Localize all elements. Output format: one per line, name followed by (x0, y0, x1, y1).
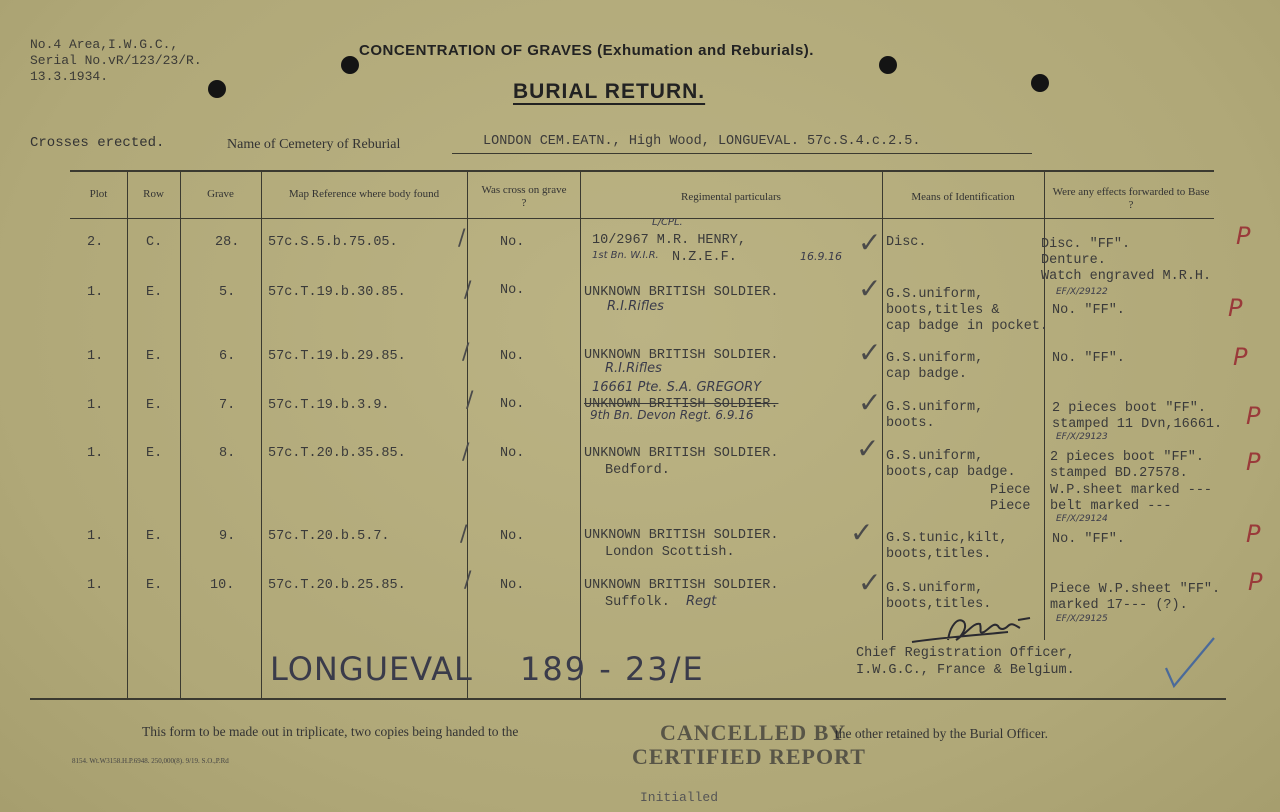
form-instruction-end: the other retained by the Burial Officer. (835, 726, 1049, 741)
map-ref-cell: 57c.T.20.b.35.85. (268, 446, 406, 461)
means-line: G.S.uniform, (886, 581, 984, 596)
document-heading: CONCENTRATION OF GRAVES (Exhumation and Reburials). (359, 42, 814, 59)
row-cell: E. (146, 398, 163, 413)
means-line: boots,cap badge. (886, 465, 1016, 480)
crosses-label: Crosses erected. (30, 135, 165, 151)
initialled-stamp: Initialled (640, 790, 719, 805)
means-line: Piece (990, 499, 1031, 514)
col-header-regimental: Regimental particulars (681, 191, 781, 203)
check-mark: ✓ (858, 386, 882, 419)
handwritten-note: R.I.Rifles (605, 361, 662, 376)
plot-cell: 1. (87, 529, 104, 544)
punch-hole (208, 80, 226, 98)
check-mark: ✓ (858, 566, 882, 599)
table-top-rule (70, 170, 1214, 172)
regimental-line-struck: UNKNOWN BRITISH SOLDIER. (584, 397, 779, 412)
handwritten-note: 16661 Pte. S.A. GREGORY (592, 380, 762, 395)
table-header-rule (70, 218, 1214, 219)
effects-line: stamped BD.27578. (1050, 466, 1188, 481)
grave-cell: 7. (219, 398, 236, 413)
cemetery-name-label: Name of Cemetery of Reburial (227, 137, 401, 152)
cross-cell: No. (500, 349, 525, 364)
means-line: boots,titles. (886, 597, 992, 612)
effects-line: Disc. "FF". (1041, 237, 1131, 252)
effects-line: W.P.sheet marked --- (1050, 483, 1213, 498)
handwritten-note: L/CPL. (652, 217, 683, 228)
cross-cell: No. (500, 578, 525, 593)
check-mark: ✓ (850, 516, 874, 549)
area-line: No.4 Area,I.W.G.C., (30, 37, 179, 52)
certified-report-stamp: CERTIFIED REPORT (632, 744, 866, 769)
map-ref-cell: 57c.T.19.b.3.9. (268, 398, 390, 413)
means-line: boots,titles. (886, 547, 992, 562)
plot-cell: 1. (87, 446, 104, 461)
regimental-line: N.Z.E.F. (672, 250, 737, 265)
handwritten-place: LONGUEVAL (270, 650, 473, 688)
punch-hole (1031, 74, 1049, 92)
red-mark: P (1246, 448, 1261, 476)
plot-cell: 1. (87, 349, 104, 364)
check-mark: / (464, 568, 472, 593)
col-header-grave: Grave (207, 188, 234, 200)
check-mark: / (460, 522, 468, 547)
map-ref-cell: 57c.T.20.b.25.85. (268, 578, 406, 593)
check-mark: / (464, 278, 472, 303)
cross-cell: No. (500, 283, 525, 298)
red-mark: P (1246, 402, 1261, 430)
cemetery-name-value: LONDON CEM.EATN., High Wood, LONGUEVAL. 57c.S.4.c.2.5. (483, 134, 921, 149)
effects-line: No. "FF". (1052, 351, 1125, 366)
plot-cell: 1. (87, 398, 104, 413)
means-line: Piece (990, 483, 1031, 498)
map-ref-cell: 57c.S.5.b.75.05. (268, 235, 398, 250)
means-line: boots. (886, 416, 935, 431)
officer-signature (908, 612, 1038, 648)
red-mark: P (1246, 520, 1261, 548)
col-header-plot: Plot (89, 188, 108, 200)
date-line: 13.3.1934. (30, 69, 109, 84)
grave-cell: 10. (210, 578, 235, 593)
blue-check-mark (1160, 632, 1220, 692)
check-mark: / (466, 388, 474, 413)
check-mark: / (458, 226, 466, 251)
effects-line: stamped 11 Dvn,16661. (1052, 417, 1223, 432)
plot-cell: 1. (87, 578, 104, 593)
cancelled-stamp: CANCELLED BY (660, 720, 847, 745)
effects-line: Watch engraved M.R.H. (1041, 269, 1212, 284)
table-bottom-rule (30, 698, 1226, 700)
underline (452, 153, 1032, 154)
col-divider (261, 172, 262, 698)
means-line: Disc. (886, 235, 927, 250)
means-line: G.S.uniform, (886, 400, 984, 415)
col-divider (467, 172, 468, 698)
row-cell: E. (146, 285, 163, 300)
cross-cell: No. (500, 529, 525, 544)
col-header-row: Row (143, 188, 164, 200)
effects-line: No. "FF". (1052, 303, 1125, 318)
handwritten-note: R.I.Rifles (607, 299, 664, 314)
effects-line: 2 pieces boot "FF". (1052, 401, 1206, 416)
grave-cell: 28. (215, 235, 240, 250)
regimental-line: 10/2967 M.R. HENRY, (592, 233, 746, 248)
handwritten-note: 9th Bn. Devon Regt. 6.9.16 (590, 408, 754, 422)
means-line: cap badge in pocket. (886, 319, 1049, 334)
handwritten-note: 1st Bn. W.I.R. (592, 250, 659, 261)
col-header-means: Means of Identification (911, 191, 1015, 203)
handwritten-ref: EF/X/29122 (1056, 287, 1108, 297)
regimental-line: London Scottish. (605, 545, 735, 560)
means-line: boots,titles & (886, 303, 1000, 318)
handwritten-ref: EF/X/29123 (1056, 432, 1108, 442)
red-mark: P (1228, 294, 1243, 322)
punch-hole (879, 56, 897, 74)
printer-line: 8154. Wt.W3158.H.P.6948. 250,000(8). 9/19. S.O.,P.Rd (72, 757, 229, 765)
regimental-line: UNKNOWN BRITISH SOLDIER. (584, 578, 779, 593)
handwritten-note: Regt (686, 594, 717, 609)
cross-cell: No. (500, 446, 525, 461)
grave-cell: 5. (219, 285, 236, 300)
grave-cell: 8. (219, 446, 236, 461)
means-line: cap badge. (886, 367, 968, 382)
effects-line: Denture. (1041, 253, 1106, 268)
red-mark: P (1233, 343, 1248, 371)
means-line: G.S.tunic,kilt, (886, 531, 1008, 546)
map-ref-cell: 57c.T.19.b.30.85. (268, 285, 406, 300)
regimental-line: UNKNOWN BRITISH SOLDIER. (584, 446, 779, 461)
red-mark: P (1236, 222, 1251, 250)
means-line: G.S.uniform, (886, 287, 984, 302)
row-cell: E. (146, 529, 163, 544)
col-divider (127, 172, 128, 698)
col-divider (882, 172, 883, 640)
col-divider (180, 172, 181, 698)
regimental-line: Bedford. (605, 463, 670, 478)
row-cell: E. (146, 349, 163, 364)
row-cell: E. (146, 578, 163, 593)
handwritten-reference: 189 - 23/E (520, 650, 705, 688)
row-cell: C. (146, 235, 163, 250)
serial-line: Serial No.vR/123/23/R. (30, 53, 202, 68)
regimental-line: Suffolk. (605, 595, 670, 610)
effects-line: 2 pieces boot "FF". (1050, 450, 1204, 465)
means-line: G.S.uniform, (886, 351, 984, 366)
col-header-map-ref: Map Reference where body found (288, 188, 440, 200)
cross-cell: No. (500, 235, 525, 250)
plot-cell: 2. (87, 235, 104, 250)
check-mark: ✓ (858, 336, 882, 369)
col-header-effects: Were any effects forwarded to Base ? (1052, 186, 1210, 211)
means-line: G.S.uniform, (886, 449, 984, 464)
document-title: BURIAL RETURN. (513, 80, 706, 103)
grave-cell: 6. (219, 349, 236, 364)
map-ref-cell: 57c.T.19.b.29.85. (268, 349, 406, 364)
row-cell: E. (146, 446, 163, 461)
check-mark: / (462, 340, 470, 365)
effects-line: No. "FF". (1052, 532, 1125, 547)
grave-cell: 9. (219, 529, 236, 544)
check-mark: ✓ (858, 272, 882, 305)
regimental-line: UNKNOWN BRITISH SOLDIER. (584, 348, 779, 363)
officer-title: Chief Registration Officer, (856, 646, 1075, 661)
col-divider (580, 172, 581, 698)
regimental-line: UNKNOWN BRITISH SOLDIER. (584, 285, 779, 300)
map-ref-cell: 57c.T.20.b.5.7. (268, 529, 390, 544)
form-instruction: This form to be made out in triplicate, two copies being handed to the (142, 724, 519, 739)
punch-hole (341, 56, 359, 74)
check-mark: / (462, 440, 470, 465)
check-mark: ✓ (858, 226, 882, 259)
cross-cell: No. (500, 397, 525, 412)
effects-line: belt marked --- (1050, 499, 1172, 514)
handwritten-ref: EF/X/29124 (1056, 514, 1108, 524)
effects-line: Piece W.P.sheet "FF". (1050, 582, 1221, 597)
officer-org: I.W.G.C., France & Belgium. (856, 663, 1075, 678)
regimental-line: UNKNOWN BRITISH SOLDIER. (584, 528, 779, 543)
handwritten-ref: EF/X/29125 (1056, 614, 1108, 624)
check-mark: ✓ (856, 432, 880, 465)
plot-cell: 1. (87, 285, 104, 300)
effects-line: marked 17--- (?). (1050, 598, 1188, 613)
handwritten-note: 16.9.16 (800, 250, 842, 263)
col-header-cross: Was cross on grave ? (481, 184, 567, 209)
red-mark: P (1248, 568, 1263, 596)
